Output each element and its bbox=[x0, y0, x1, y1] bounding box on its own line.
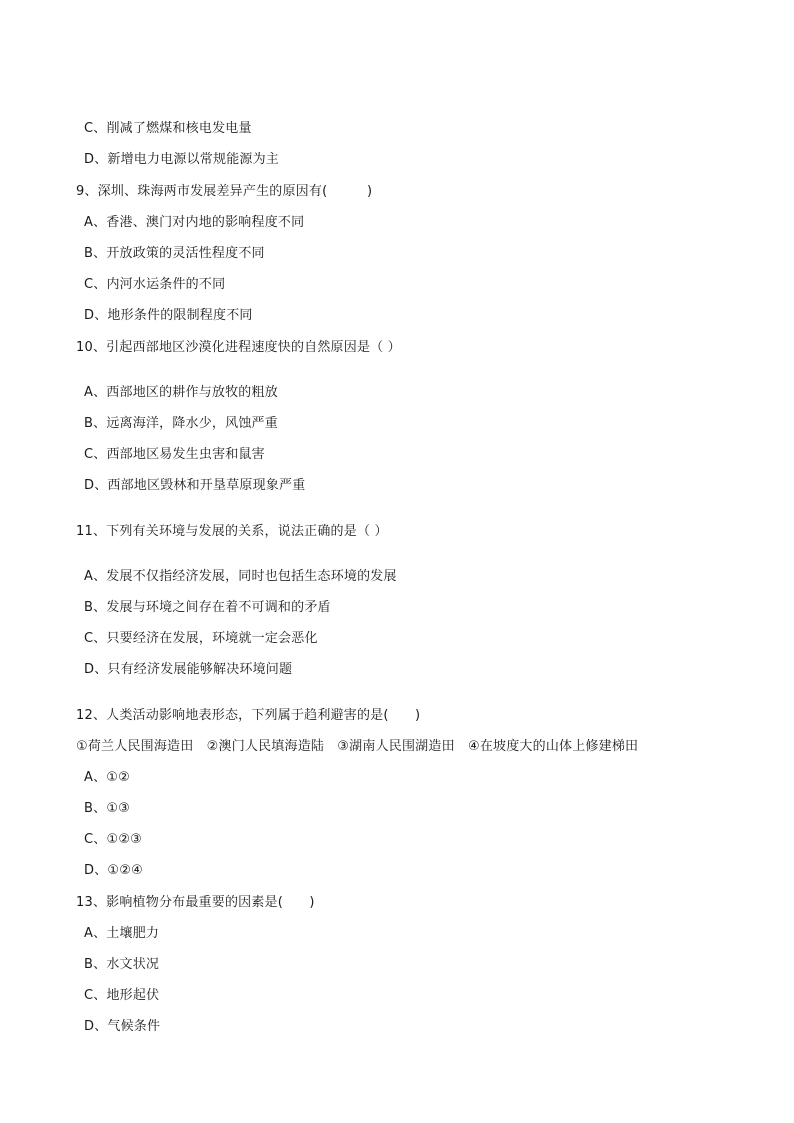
q13-option-d: D、气候条件 bbox=[84, 1019, 161, 1034]
q11-option-b: B、发展与环境之间存在着不可调和的矛盾 bbox=[84, 600, 331, 615]
q12-statements: ①荷兰人民围海造田 ②澳门人民填海造陆 ③湖南人民围湖造田 ④在坡度大的山体上修建梯田 bbox=[76, 739, 639, 754]
q11-option-a: A、发展不仅指经济发展，同时也包括生态环境的发展 bbox=[84, 569, 397, 584]
q12-option-d: D、①②④ bbox=[84, 863, 143, 878]
q10-option-c: C、西部地区易发生虫害和鼠害 bbox=[84, 447, 265, 462]
q10-option-a: A、西部地区的耕作与放牧的粗放 bbox=[84, 385, 278, 400]
q13-option-a: A、土壤肥力 bbox=[84, 926, 160, 941]
q10-stem: 10、引起西部地区沙漠化进程速度快的自然原因是（ ） bbox=[76, 340, 401, 355]
q11-option-d: D、只有经济发展能够解决环境问题 bbox=[84, 662, 293, 677]
q9-stem: 9、深圳、珠海两市发展差异产生的原因有( ) bbox=[76, 184, 373, 199]
q12-option-b: B、①③ bbox=[84, 801, 131, 816]
q12-stem: 12、人类活动影响地表形态，下列属于趋利避害的是( ) bbox=[76, 708, 421, 723]
q10-option-b: B、远离海洋，降水少，风蚀严重 bbox=[84, 416, 278, 431]
q8-option-d: D、新增电力电源以常规能源为主 bbox=[84, 152, 280, 167]
q13-option-c: C、地形起伏 bbox=[84, 988, 160, 1003]
q11-stem: 11、下列有关环境与发展的关系，说法正确的是（ ） bbox=[76, 524, 388, 539]
q12-option-a: A、①② bbox=[84, 770, 131, 785]
q11-option-c: C、只要经济在发展，环境就一定会恶化 bbox=[84, 631, 318, 646]
q9-option-d: D、地形条件的限制程度不同 bbox=[84, 308, 253, 323]
q9-option-c: C、内河水运条件的不同 bbox=[84, 277, 226, 292]
q9-option-b: B、开放政策的灵活性程度不同 bbox=[84, 246, 265, 261]
q10-option-d: D、西部地区毁林和开垦草原现象严重 bbox=[84, 478, 306, 493]
q13-stem: 13、影响植物分布最重要的因素是( ) bbox=[76, 895, 315, 910]
q13-option-b: B、水文状况 bbox=[84, 957, 160, 972]
q9-option-a: A、香港、澳门对内地的影响程度不同 bbox=[84, 215, 305, 230]
q12-option-c: C、①②③ bbox=[84, 832, 143, 847]
q8-option-c: C、削减了燃煤和核电发电量 bbox=[84, 121, 252, 136]
